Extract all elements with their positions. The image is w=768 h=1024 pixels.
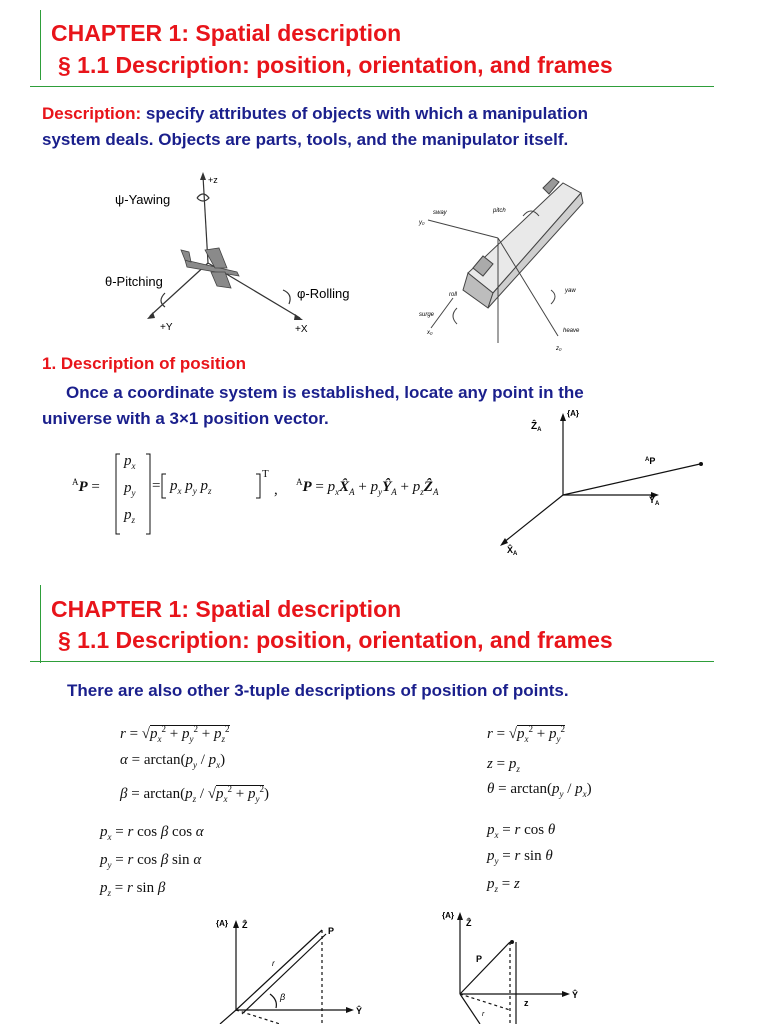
eq-pz-spherical: $p_z = r$ sin β — [100, 880, 166, 898]
frame-a-z-label: Ẑ$_A$ — [531, 421, 542, 433]
frame-a-p-label: $^A$P — [645, 456, 656, 466]
cyl-p-label: P — [476, 954, 483, 964]
cyl-z-label: Ẑ — [466, 918, 472, 928]
ship-yb-label: y₀ — [419, 220, 425, 226]
eq-pz-cylindrical: $p_z = z$ — [487, 876, 520, 894]
cyl-frame-label: {A} — [442, 911, 455, 920]
sph-z-label: Ẑ — [242, 920, 248, 930]
description-text-1: specify attributes of objects with which a manipulation — [141, 104, 588, 123]
frame-a-x-label: $X̂_A$ — [507, 545, 518, 557]
plane-y-label: +Y — [160, 322, 173, 333]
slide1-chapter-title: CHAPTER 1: Spatial description — [51, 20, 402, 46]
ship-xb-label: x₀ — [427, 330, 433, 336]
slide2-vertical-rule — [40, 585, 41, 663]
position-text-1: Once a coordinate system is established, locate any point in the — [66, 383, 584, 402]
ship-motion-figure — [413, 168, 593, 353]
sph-y-label: Ŷ — [356, 1006, 363, 1016]
description-text-2: system deals. Objects are parts, tools, and the manipulator itself. — [42, 130, 569, 149]
airplane-axes-figure — [105, 168, 375, 338]
eq-r-spherical: $r = √p_x^2 + p_y^2 + p_z^2$ — [120, 724, 230, 744]
frame-a-figure — [495, 405, 713, 563]
eq-r-cylindrical: $r = √p_x^2 + p_y^2$ — [487, 724, 566, 744]
eq-alpha: $\alpha = \arctan(p_y / p_x)$ — [120, 752, 226, 770]
ship-zb-label: z₀ — [556, 346, 562, 352]
sph-frame-label: {A} — [216, 919, 229, 928]
eq-px-spherical: $p_x = r$ cos β cos α — [100, 824, 204, 842]
slide1-section-title: § 1.1 Description: position, orientation, and frames — [58, 52, 613, 78]
slide1-vertical-rule — [40, 10, 41, 80]
spherical-equations — [100, 718, 450, 908]
plane-z-label: +z — [208, 175, 218, 185]
cyl-r-label: r — [482, 1011, 485, 1018]
ship-pitch-label: pitch — [493, 208, 506, 214]
cylindrical-coordinates-figure — [420, 906, 600, 1024]
position-vector-equation: $^A$P = $p_x$ $p_y$ $p_z$ = $p_x$ $p_y$ $p_z$ T , $^AP = p_xX̂_A$ + $p_yŶ_A$ + $p_zẐ_A$ — [72, 450, 492, 540]
slide2-chapter-title: CHAPTER 1: Spatial description — [51, 596, 402, 622]
slide2-intro: There are also other 3-tuple descriptions of position of points. — [67, 681, 569, 700]
ship-surge-label: surge — [419, 312, 435, 318]
frame-a-y-label: $Ŷ_A$ — [649, 495, 660, 507]
slide2-section-title: § 1.1 Description: position, orientation, and frames — [58, 627, 613, 653]
ship-yaw-label: yaw — [565, 288, 576, 294]
ship-roll-label: roll — [449, 292, 458, 298]
plane-pitch-label: θ-Pitching — [105, 274, 163, 289]
eq-z: $z = p_z$ — [487, 756, 520, 774]
spherical-coordinates-figure — [150, 906, 380, 1024]
slide1-description — [42, 101, 742, 153]
eq-py-cylindrical: $p_y = r$ sin θ — [487, 848, 553, 866]
slide2-horizontal-rule — [30, 661, 714, 662]
sph-r-label: r — [272, 959, 275, 968]
sph-p-label: P — [328, 926, 335, 936]
position-heading: 1. Description of position — [42, 354, 247, 373]
plane-x-label: +X — [295, 324, 308, 335]
description-label: Description: — [42, 104, 142, 123]
plane-yaw-label: ψ-Yawing — [115, 192, 171, 207]
eq-beta: $\beta = \arctan(p_z / √p_x^2 + p_y^2)$ — [120, 784, 269, 804]
eq-theta: $\theta = \arctan(p_y / p_x)$ — [487, 781, 592, 799]
eq-px-cylindrical: $p_x = r$ cos θ — [487, 822, 556, 840]
position-text-2: universe with a 3×1 position vector. — [42, 409, 329, 428]
frame-a-name-label: {A} — [567, 409, 580, 418]
cyl-y-label: Ŷ — [572, 990, 579, 1000]
cyl-zdim-label: z — [524, 998, 529, 1008]
plane-roll-label: φ-Rolling — [297, 286, 350, 301]
ship-sway-label: sway — [433, 210, 447, 216]
sph-beta-label: β — [280, 992, 286, 1002]
ship-heave-label: heave — [563, 328, 580, 334]
cylindrical-equations — [487, 718, 687, 908]
eq-py-spherical: $p_y = r$ cos β sin α — [100, 852, 202, 870]
slide1-horizontal-rule — [30, 86, 714, 87]
